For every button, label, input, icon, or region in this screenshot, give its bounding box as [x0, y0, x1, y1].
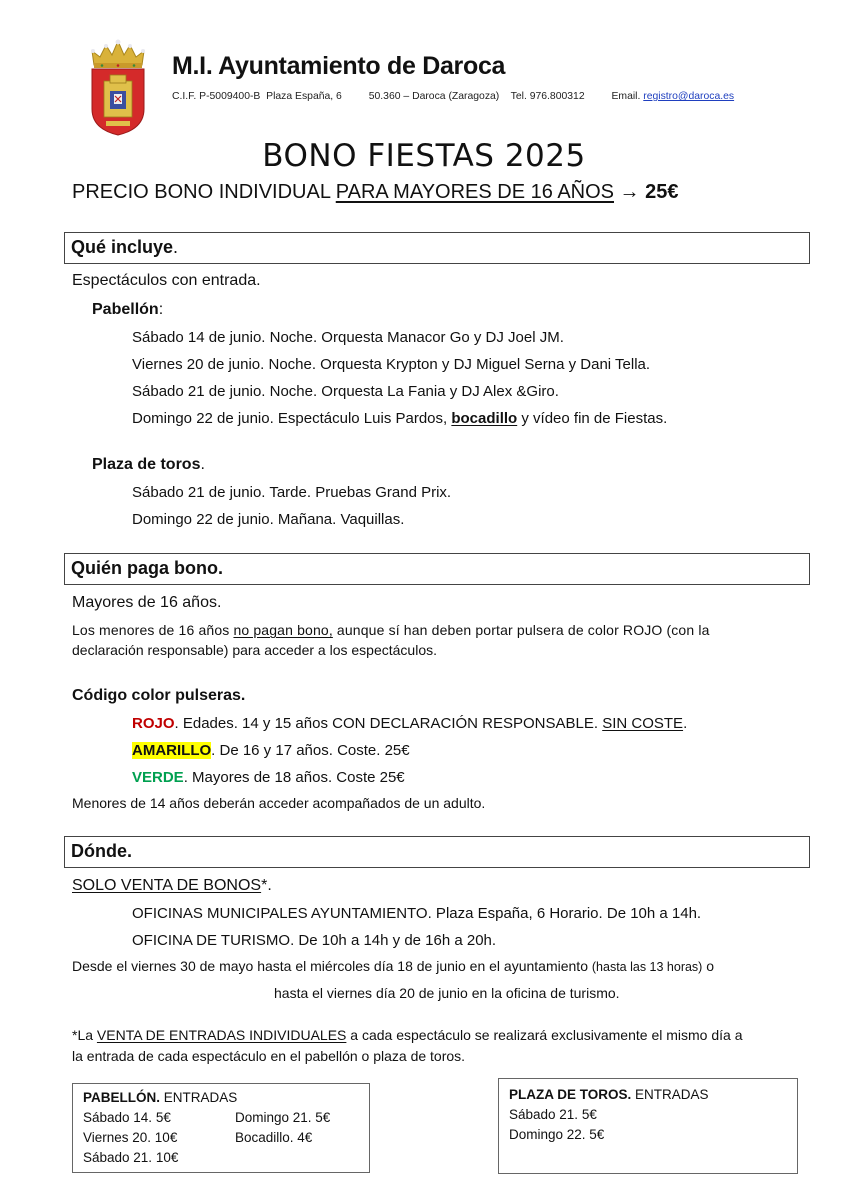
section-header-que-incluye — [64, 232, 810, 264]
rojo-text: . Edades. 14 y 15 años CON DECLARACIÓN RESPONSABLE. — [174, 715, 603, 732]
price-value: 25€ — [645, 181, 679, 203]
plaza-heading-text: Plaza de toros — [92, 456, 201, 473]
organization-contact — [172, 91, 734, 102]
section-header-donde — [64, 836, 810, 868]
amarillo-text: . De 16 y 17 años. Coste. 25€ — [211, 742, 410, 759]
plaza-prices-title — [509, 1087, 709, 1102]
pabellon-event: Sábado 14 de junio. Noche. Orquesta Manacor Go y DJ Joel JM. — [132, 329, 564, 346]
verde-label: VERDE — [132, 769, 184, 786]
price-item: Sábado 21. 10€ — [83, 1150, 179, 1165]
quien-intro: Mayores de 16 años. — [72, 594, 222, 611]
plaza-heading — [92, 456, 205, 474]
sale-dates-line2: hasta el viernes día 20 de junio en la oficina de turismo. — [274, 985, 620, 1001]
pabellon-event — [132, 410, 667, 427]
minors-note-line2: declaración responsable) para acceder a los espectáculos. — [72, 642, 437, 658]
office-item: OFICINA DE TURISMO. De 10h a 14h y de 16h a 20h. — [132, 932, 497, 949]
pabellon-heading-text: Pabellón — [92, 301, 159, 318]
event-text-end: y vídeo fin de Fiestas. — [517, 410, 668, 427]
rojo-end: . — [683, 715, 688, 732]
document-title: BONO FIESTAS 2025 — [262, 138, 586, 174]
pabellon-event: Viernes 20 de junio. Noche. Orquesta Krypton y DJ Miguel Serna y Dani Tella. — [132, 356, 651, 373]
footnote-rest: a cada espectáculo se realizará exclusivamente el mismo día a — [346, 1027, 743, 1043]
arrow-icon: → — [614, 181, 646, 203]
sale-underlined: SOLO VENTA DE BONOS — [72, 877, 262, 894]
pabellon-heading-suffix: : — [158, 301, 164, 318]
city: 50.360 – Daroca (Zaragoza) — [368, 91, 500, 102]
title-rest: ENTRADAS — [160, 1090, 238, 1105]
price-item: Domingo 22. 5€ — [509, 1127, 605, 1142]
price-item: Sábado 14. 5€ — [83, 1110, 171, 1125]
price-item: Viernes 20. 10€ — [83, 1130, 178, 1145]
no-pagan-bono: no pagan bono, — [233, 622, 333, 638]
rojo-label: ROJO — [132, 715, 175, 732]
color-amarillo — [132, 742, 410, 759]
footnote-line1 — [72, 1027, 742, 1043]
title-rest: ENTRADAS — [631, 1087, 709, 1102]
pabellon-prices-title — [83, 1090, 237, 1105]
title-bold: PLAZA DE TOROS. — [509, 1087, 632, 1102]
pabellon-event: Sábado 21 de junio. Noche. Orquesta La Fania y DJ Alex &Giro. — [132, 383, 559, 400]
sin-coste: SIN COSTE — [602, 715, 684, 732]
price-item: Bocadillo. 4€ — [235, 1130, 313, 1145]
section-heading: Quién paga bono. — [71, 558, 223, 578]
title-bold: PABELLÓN. — [83, 1090, 160, 1105]
sale-dates-line1 — [72, 958, 714, 974]
section-header-quien-paga — [64, 553, 810, 585]
minors-14-note: Menores de 14 años deberán acceder acompañados de un adulto. — [72, 795, 486, 811]
address: Plaza España, 6 — [266, 91, 342, 102]
verde-text: . Mayores de 18 años. Coste 25€ — [183, 769, 405, 786]
plaza-event: Domingo 22 de junio. Mañana. Vaquillas. — [132, 511, 405, 528]
heading-suffix: . — [173, 237, 179, 257]
note-rest: aunque sí han deben portar pulsera de color ROJO (con la — [332, 622, 710, 638]
cif: C.I.F. P-5009400-B — [172, 91, 261, 102]
color-verde — [132, 769, 405, 786]
pabellon-prices-box — [72, 1083, 370, 1173]
email-link[interactable]: registro@daroca.es — [643, 91, 735, 102]
color-rojo — [132, 715, 687, 732]
sale-suffix: *. — [261, 877, 272, 894]
footnote-line2: la entrada de cada espectáculo en el pabellón o plaza de toros. — [72, 1048, 466, 1064]
price-item: Sábado 21. 5€ — [509, 1107, 597, 1122]
price-item: Domingo 21. 5€ — [235, 1110, 331, 1125]
dates-end: o — [702, 958, 715, 974]
plaza-heading-suffix: . — [200, 456, 205, 473]
incluye-intro: Espectáculos con entrada. — [72, 272, 261, 289]
solo-venta-bonos — [72, 877, 272, 895]
price-age-condition: PARA MAYORES DE 16 AÑOS — [335, 181, 614, 203]
pabellon-heading — [92, 301, 163, 319]
note-prefix: Los menores de 16 años — [72, 622, 234, 638]
footnote-prefix: *La — [72, 1027, 97, 1043]
section-heading: Dónde. — [71, 841, 132, 861]
section-heading: Qué incluye — [71, 237, 174, 257]
office-item: OFICINAS MUNICIPALES AYUNTAMIENTO. Plaza España, 6 Horario. De 10h a 14h. — [132, 905, 702, 922]
organization-name: M.I. Ayuntamiento de Daroca — [172, 52, 506, 80]
coat-of-arms-icon — [88, 37, 148, 137]
plaza-event: Sábado 21 de junio. Tarde. Pruebas Grand Prix. — [132, 484, 452, 501]
dates-text: Desde el viernes 30 de mayo hasta el miércoles día 18 de junio en el ayuntamiento — [72, 958, 592, 974]
minors-note-line1 — [72, 622, 710, 638]
amarillo-label: AMARILLO — [132, 742, 212, 759]
event-text: Domingo 22 de junio. Espectáculo Luis Pardos, — [132, 410, 452, 427]
bocadillo-highlight: bocadillo — [451, 410, 518, 427]
footnote-underlined: VENTA DE ENTRADAS INDIVIDUALES — [96, 1027, 347, 1043]
dates-paren: (hasta las 13 horas) — [591, 960, 703, 974]
price-line — [72, 181, 679, 204]
colors-heading: Código color pulseras. — [72, 687, 246, 704]
plaza-prices-box — [498, 1078, 798, 1174]
price-prefix: PRECIO BONO INDIVIDUAL — [72, 181, 336, 203]
phone: Tel. 976.800312 — [510, 91, 585, 102]
email-label: Email. — [611, 91, 641, 102]
